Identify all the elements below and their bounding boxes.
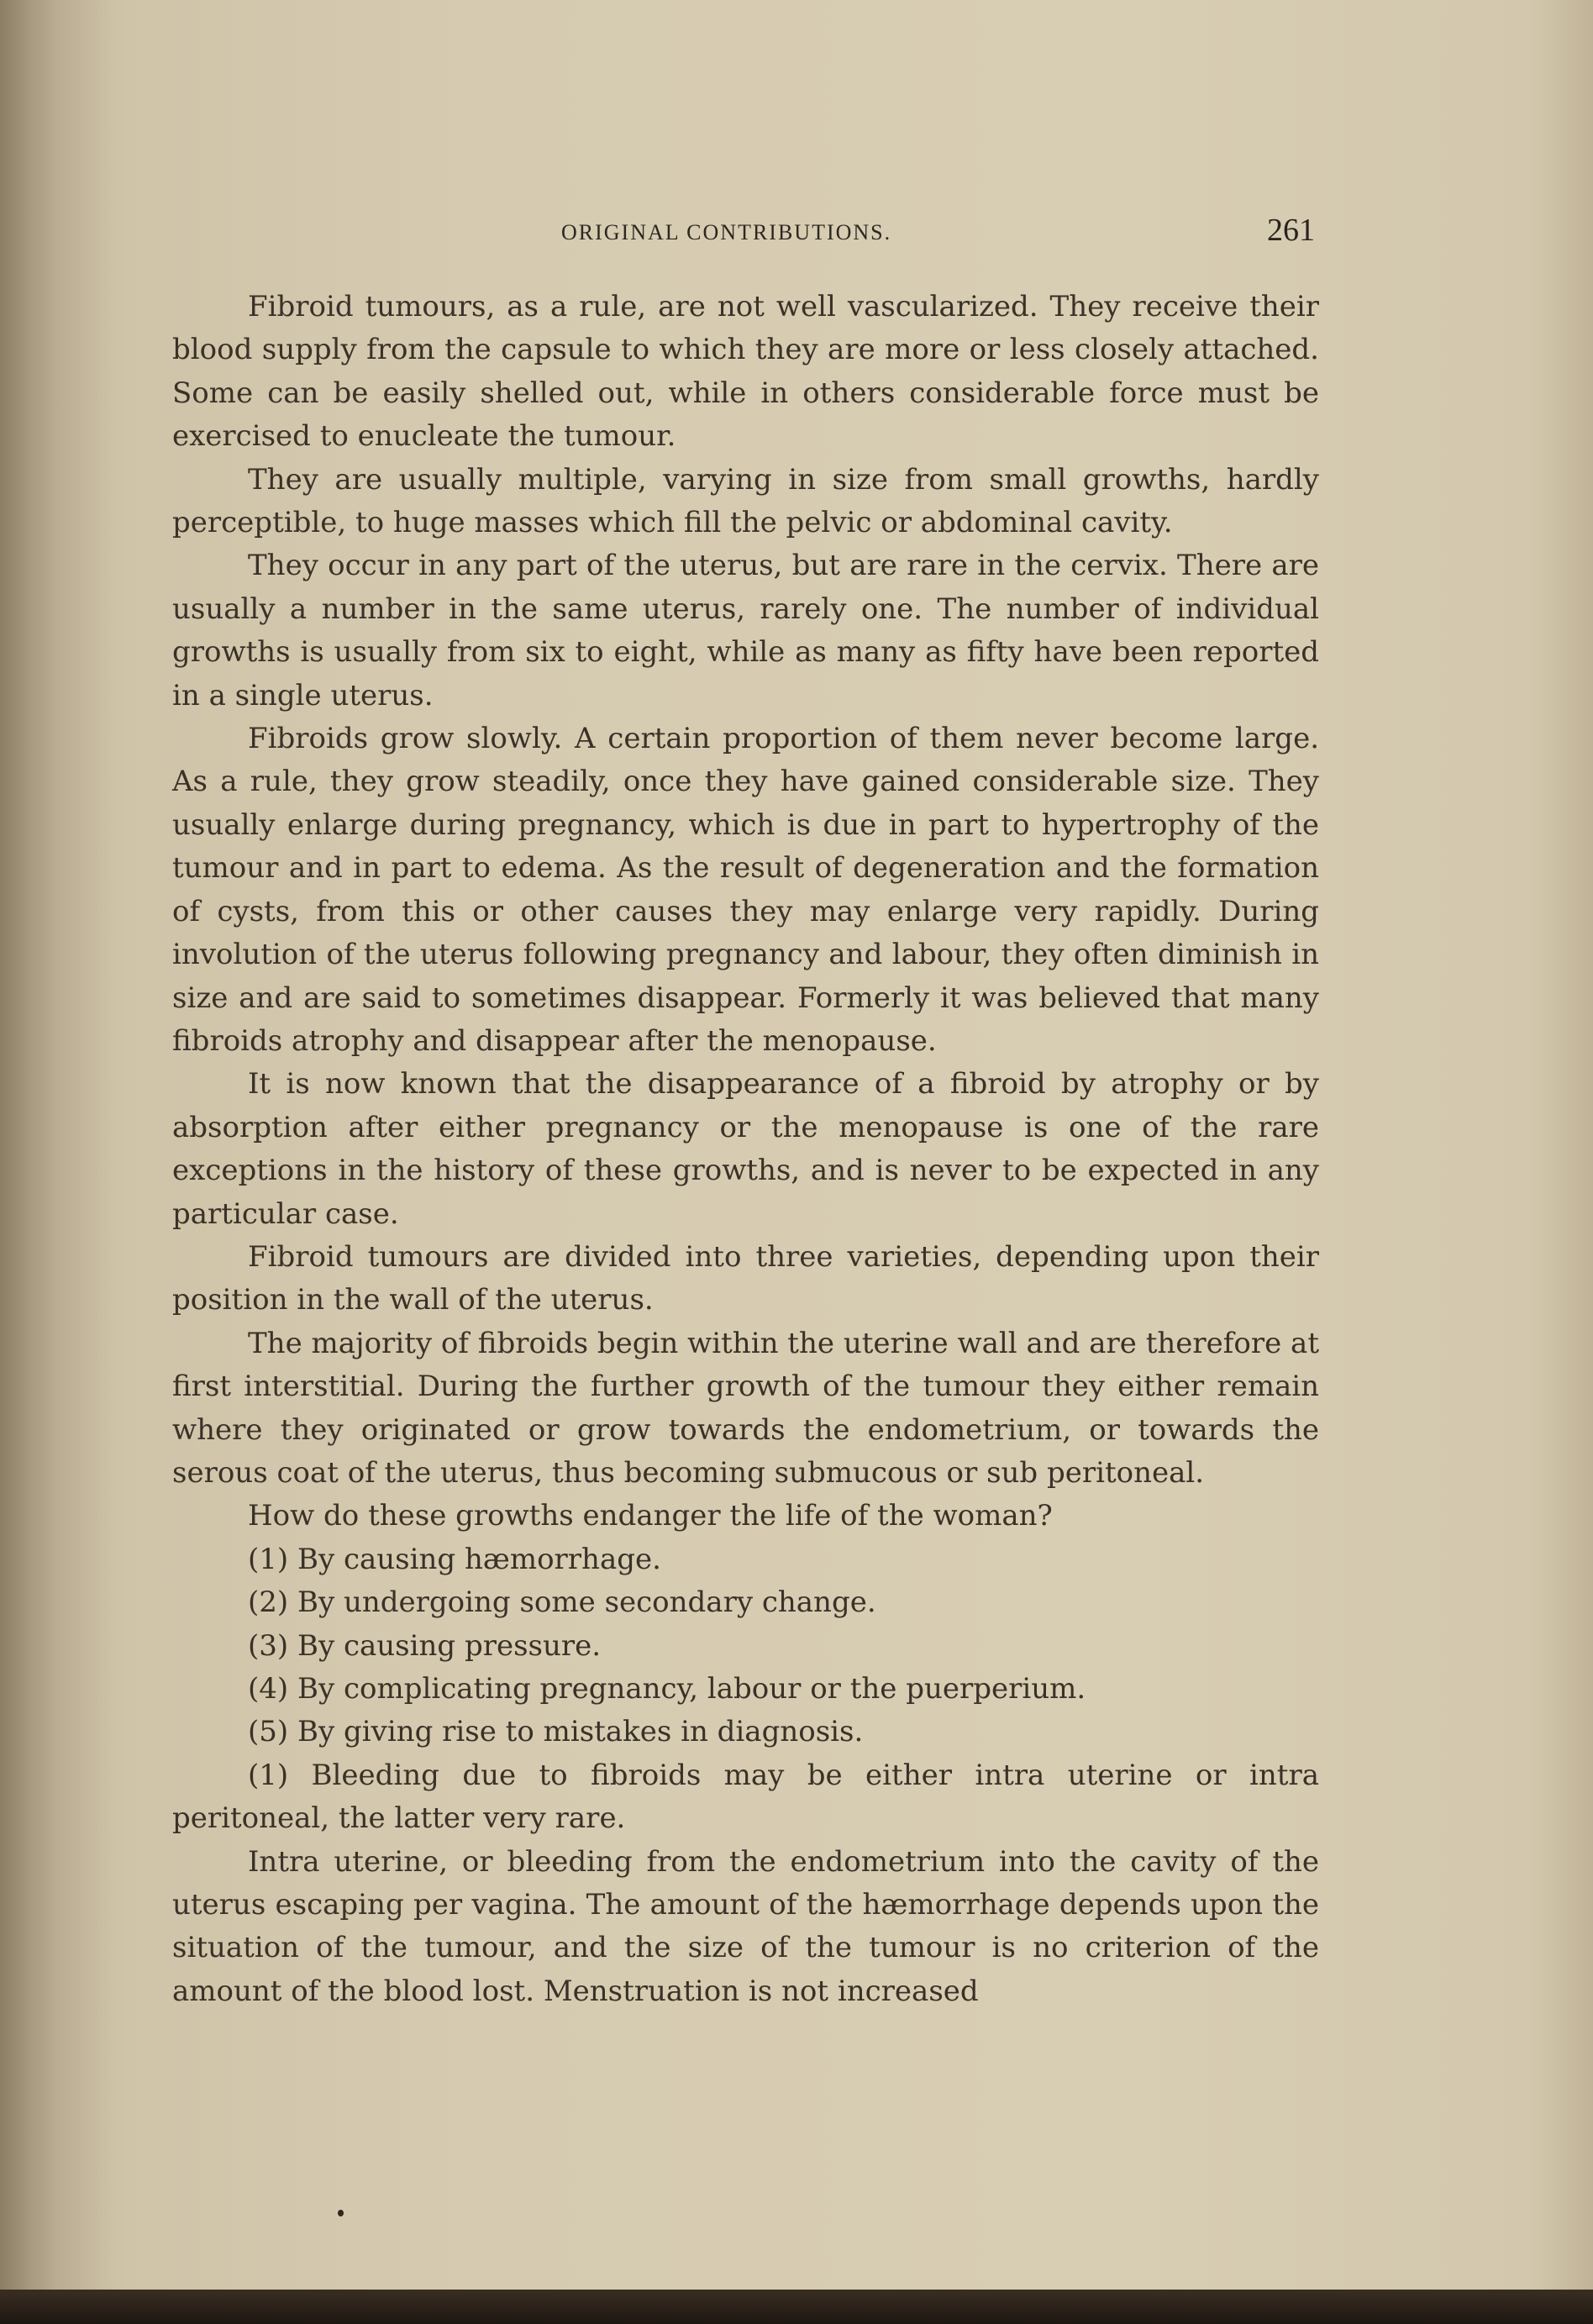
paragraph: How do these growths endanger the life of the woman? bbox=[248, 1499, 1053, 1533]
paragraph: It is now known that the disappearance of a fibroid by atrophy or by absorption after either pregnancy or the menopause is one of the rare exceptions in the history of these growths, and is never to be expected in any particular case. bbox=[172, 1067, 1319, 1231]
list-item: (3) By causing pressure. bbox=[248, 1628, 602, 1663]
paragraph: Fibroid tumours are divided into three varieties, depending upon their position in the wall of the uterus. bbox=[172, 1239, 1319, 1317]
paragraph: Fibroid tumours, as a rule, are not well vascularized. They receive their blood supply from the capsule to which they are more or less closely attached. Some can be easily shelled out, while in others considerable force must be exercised to enucleate the tumour. bbox=[172, 290, 1319, 454]
ink-speck bbox=[338, 2210, 344, 2216]
running-head: ORIGINAL CONTRIBUTIONS. bbox=[561, 220, 892, 244]
body-text bbox=[172, 286, 1319, 2013]
list-item: (4) By complicating pregnancy, labour or the puerperium. bbox=[248, 1672, 1086, 1706]
page-gutter-shadow bbox=[0, 0, 126, 2302]
paragraph: They are usually multiple, varying in size from small growths, hardly perceptible, to huge masses which fill the pelvic or abdominal cavity. bbox=[172, 462, 1319, 540]
paragraph: Intra uterine, or bleeding from the endometrium into the cavity of the uterus escaping per vagina. The amount of the hæmorrhage depends upon the situation of the tumour, and the size of the tumour is no criterion of the amount of the blood lost. Menstruation is not increased bbox=[172, 1844, 1319, 2008]
list-item: (2) By undergoing some secondary change. bbox=[248, 1585, 876, 1620]
list-item: (5) By giving rise to mistakes in diagnosis. bbox=[248, 1715, 864, 1749]
page-header bbox=[0, 208, 1593, 259]
paragraph: The majority of fibroids begin within the uterine wall and are therefore at first interstitial. During the further growth of the tumour they either remain where they originated or grow towards the endometrium, or towards the serous coat of the uterus, thus becoming submucous or sub peritoneal. bbox=[172, 1326, 1319, 1490]
paragraph: They occur in any part of the uterus, but are rare in the cervix. There are usually a number in the same uterus, rarely one. The number of individual growths is usually from six to eight, while as many as fifty have been reported in a single uterus. bbox=[172, 549, 1319, 712]
paragraph: (1) Bleeding due to fibroids may be either intra uterine or intra peritoneal, the latter very rare. bbox=[172, 1758, 1319, 1836]
paragraph: Fibroids grow slowly. A certain proportion of them never become large. As a rule, they grow steadily, once they have gained considerable size. They usually enlarge during pregnancy, which is due in part to hypertrophy of the tumour and in part to edema. As the result of degeneration and the formation of cysts, from this or other causes they may enlarge very rapidly. During involution of the uterus following pregnancy and labour, they often diminish in size and are said to sometimes disappear. Formerly it was believed that many fibroids atrophy and disappear after the menopause. bbox=[172, 722, 1319, 1058]
page-number: 261 bbox=[1267, 213, 1315, 248]
list-item: (1) By causing hæmorrhage. bbox=[248, 1542, 661, 1576]
page-bottom-edge bbox=[0, 2290, 1593, 2324]
